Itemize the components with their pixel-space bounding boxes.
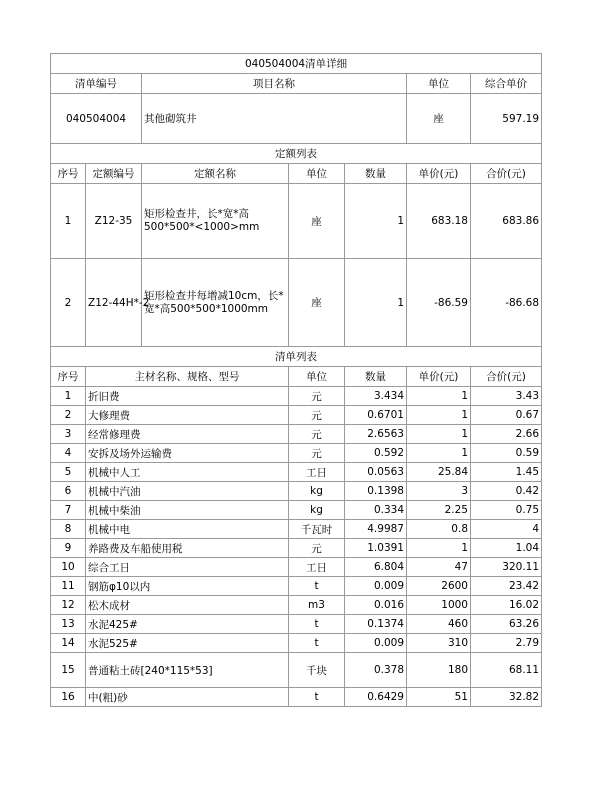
material-qty: 6.804	[345, 558, 407, 577]
material-price: 1	[407, 444, 471, 463]
material-total: 16.02	[471, 596, 542, 615]
material-name: 机械中人工	[86, 463, 289, 482]
material-total: 320.11	[471, 558, 542, 577]
material-no: 1	[51, 387, 86, 406]
material-no: 2	[51, 406, 86, 425]
material-price: 1	[407, 387, 471, 406]
item-price: 597.19	[471, 94, 542, 144]
material-row	[51, 520, 542, 539]
material-total: 4	[471, 520, 542, 539]
quota-unit: 座	[289, 184, 345, 259]
material-name: 水泥425#	[86, 615, 289, 634]
material-total: 0.75	[471, 501, 542, 520]
material-unit: 千瓦时	[289, 520, 345, 539]
material-col-unit: 单位	[289, 367, 345, 387]
material-qty: 0.1398	[345, 482, 407, 501]
material-total: 1.45	[471, 463, 542, 482]
quota-col-price: 单价(元)	[407, 164, 471, 184]
material-name: 机械中电	[86, 520, 289, 539]
material-qty: 2.6563	[345, 425, 407, 444]
material-total: 63.26	[471, 615, 542, 634]
material-unit: 元	[289, 406, 345, 425]
quota-col-code: 定额编号	[86, 164, 142, 184]
material-price: 310	[407, 634, 471, 653]
quota-total: -86.68	[471, 259, 542, 347]
material-unit: 千块	[289, 653, 345, 688]
material-unit: kg	[289, 482, 345, 501]
material-price: 47	[407, 558, 471, 577]
material-row	[51, 688, 542, 707]
material-name: 普通粘土砖[240*115*53]	[86, 653, 289, 688]
material-name: 综合工日	[86, 558, 289, 577]
material-unit: 工日	[289, 558, 345, 577]
material-qty: 0.0563	[345, 463, 407, 482]
material-no: 7	[51, 501, 86, 520]
material-unit: 元	[289, 444, 345, 463]
material-price: 180	[407, 653, 471, 688]
material-no: 10	[51, 558, 86, 577]
material-no: 13	[51, 615, 86, 634]
material-price: 25.84	[407, 463, 471, 482]
material-no: 6	[51, 482, 86, 501]
material-name: 松木成材	[86, 596, 289, 615]
quota-code: Z12-44H*-2	[86, 259, 142, 347]
material-total: 1.04	[471, 539, 542, 558]
material-no: 8	[51, 520, 86, 539]
material-total: 0.42	[471, 482, 542, 501]
material-qty: 0.016	[345, 596, 407, 615]
material-row	[51, 577, 542, 596]
quota-price: 683.18	[407, 184, 471, 259]
material-no: 4	[51, 444, 86, 463]
material-price: 2600	[407, 577, 471, 596]
material-total: 32.82	[471, 688, 542, 707]
material-row	[51, 634, 542, 653]
material-unit: m3	[289, 596, 345, 615]
material-col-name: 主材名称、规格、型号	[86, 367, 289, 387]
material-qty: 0.6701	[345, 406, 407, 425]
material-no: 9	[51, 539, 86, 558]
item-unit: 座	[407, 94, 471, 144]
material-qty: 0.378	[345, 653, 407, 688]
quota-row	[51, 184, 542, 259]
material-unit: t	[289, 688, 345, 707]
quota-section-title: 定额列表	[51, 144, 542, 164]
material-total: 2.79	[471, 634, 542, 653]
material-price: 0.8	[407, 520, 471, 539]
header-name: 项目名称	[142, 74, 407, 94]
material-total: 23.42	[471, 577, 542, 596]
material-total: 3.43	[471, 387, 542, 406]
material-price: 1	[407, 425, 471, 444]
quota-no: 2	[51, 259, 86, 347]
material-unit: 元	[289, 539, 345, 558]
material-name: 安拆及场外运输费	[86, 444, 289, 463]
material-unit: t	[289, 634, 345, 653]
material-name: 水泥525#	[86, 634, 289, 653]
material-unit: 元	[289, 425, 345, 444]
material-price: 2.25	[407, 501, 471, 520]
material-unit: t	[289, 577, 345, 596]
material-unit: kg	[289, 501, 345, 520]
material-total: 2.66	[471, 425, 542, 444]
material-qty: 0.592	[345, 444, 407, 463]
material-price: 460	[407, 615, 471, 634]
quota-qty: 1	[345, 184, 407, 259]
material-row	[51, 653, 542, 688]
quota-col-unit: 单位	[289, 164, 345, 184]
item-name: 其他砌筑井	[142, 94, 407, 144]
material-col-qty: 数量	[345, 367, 407, 387]
header-price: 综合单价	[471, 74, 542, 94]
material-name: 折旧费	[86, 387, 289, 406]
material-row	[51, 539, 542, 558]
material-no: 15	[51, 653, 86, 688]
material-row	[51, 596, 542, 615]
material-price: 1	[407, 406, 471, 425]
detail-table	[50, 53, 542, 707]
material-no: 11	[51, 577, 86, 596]
item-code: 040504004	[51, 94, 142, 144]
quota-col-name: 定额名称	[142, 164, 289, 184]
material-unit: 工日	[289, 463, 345, 482]
material-unit: t	[289, 615, 345, 634]
material-total: 0.59	[471, 444, 542, 463]
material-price: 51	[407, 688, 471, 707]
material-name: 养路费及车船使用税	[86, 539, 289, 558]
material-row	[51, 615, 542, 634]
material-row	[51, 444, 542, 463]
material-qty: 0.009	[345, 577, 407, 596]
material-col-total: 合价(元)	[471, 367, 542, 387]
material-price: 1000	[407, 596, 471, 615]
header-code: 清单编号	[51, 74, 142, 94]
material-qty: 0.009	[345, 634, 407, 653]
material-qty: 0.6429	[345, 688, 407, 707]
quota-col-total: 合价(元)	[471, 164, 542, 184]
material-row	[51, 501, 542, 520]
quota-col-no: 序号	[51, 164, 86, 184]
quota-header-row	[51, 164, 542, 184]
material-total: 0.67	[471, 406, 542, 425]
material-header-row	[51, 367, 542, 387]
material-qty: 1.0391	[345, 539, 407, 558]
material-unit: 元	[289, 387, 345, 406]
quota-unit: 座	[289, 259, 345, 347]
material-no: 16	[51, 688, 86, 707]
material-price: 1	[407, 539, 471, 558]
quota-total: 683.86	[471, 184, 542, 259]
material-total: 68.11	[471, 653, 542, 688]
material-qty: 0.334	[345, 501, 407, 520]
material-row	[51, 425, 542, 444]
quota-name: 矩形检查井，长*宽*高500*500*<1000>mm	[142, 184, 289, 259]
material-name: 中(粗)砂	[86, 688, 289, 707]
quota-col-qty: 数量	[345, 164, 407, 184]
material-name: 钢筋φ10以内	[86, 577, 289, 596]
material-row	[51, 387, 542, 406]
quota-name: 矩形检查井每增减10cm，长*宽*高500*500*1000mm	[142, 259, 289, 347]
material-row	[51, 406, 542, 425]
material-name: 机械中汽油	[86, 482, 289, 501]
quota-price: -86.59	[407, 259, 471, 347]
page-title: 040504004清单详细	[51, 54, 542, 74]
quota-qty: 1	[345, 259, 407, 347]
material-price: 3	[407, 482, 471, 501]
quota-row	[51, 259, 542, 347]
material-name: 大修理费	[86, 406, 289, 425]
material-no: 12	[51, 596, 86, 615]
material-no: 5	[51, 463, 86, 482]
material-name: 机械中柴油	[86, 501, 289, 520]
material-row	[51, 463, 542, 482]
material-name: 经常修理费	[86, 425, 289, 444]
material-row	[51, 558, 542, 577]
quota-code: Z12-35	[86, 184, 142, 259]
header-unit: 单位	[407, 74, 471, 94]
material-row	[51, 482, 542, 501]
material-qty: 3.434	[345, 387, 407, 406]
material-qty: 4.9987	[345, 520, 407, 539]
material-no: 3	[51, 425, 86, 444]
quota-no: 1	[51, 184, 86, 259]
material-section-title: 清单列表	[51, 347, 542, 367]
material-qty: 0.1374	[345, 615, 407, 634]
material-col-no: 序号	[51, 367, 86, 387]
material-no: 14	[51, 634, 86, 653]
material-col-price: 单价(元)	[407, 367, 471, 387]
